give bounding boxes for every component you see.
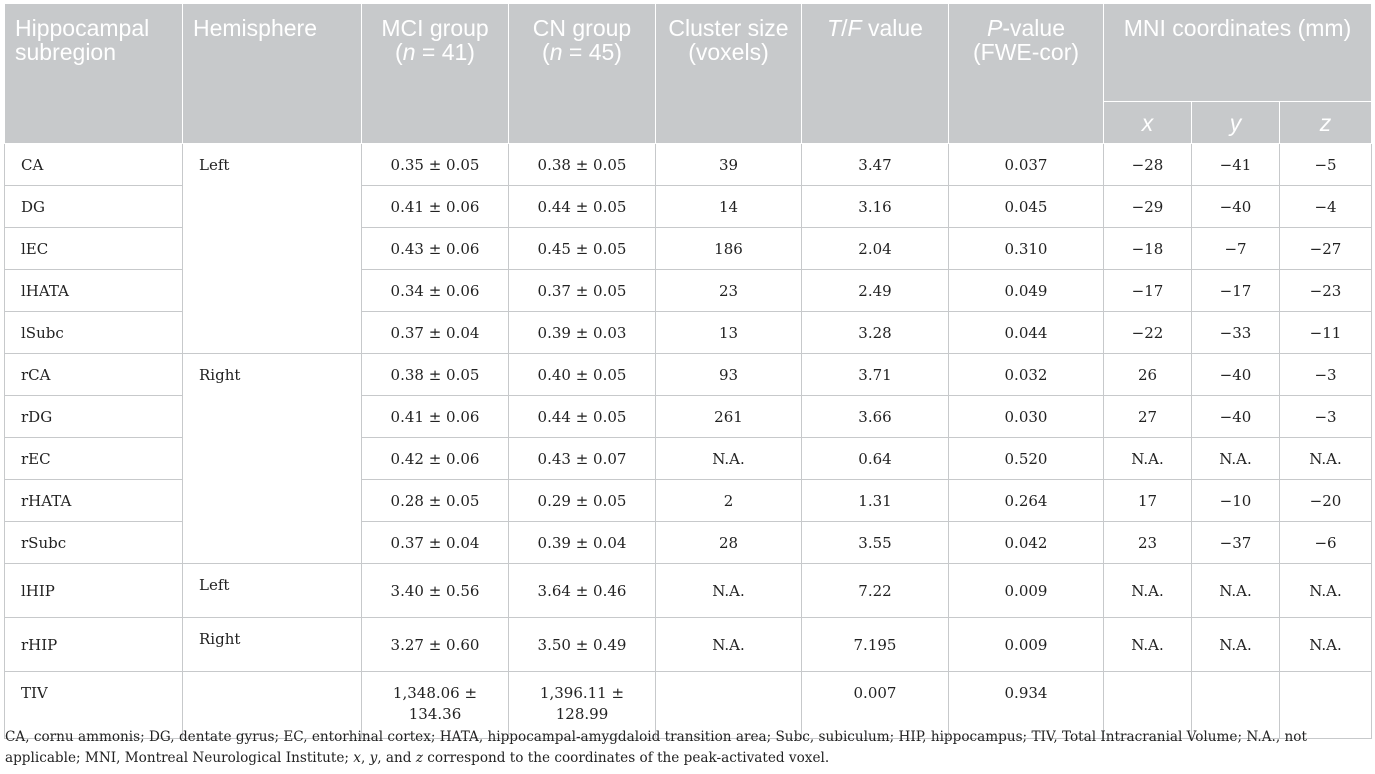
cell-p-value: 0.009 xyxy=(949,564,1104,618)
cell-tf-value: 7.22 xyxy=(802,564,949,618)
cell-cluster-size: N.A. xyxy=(656,564,802,618)
cell-p-value: 0.009 xyxy=(949,618,1104,672)
cell-coord-x: 17 xyxy=(1104,480,1192,522)
cell-cluster-size: N.A. xyxy=(656,618,802,672)
cell-coord-x: −18 xyxy=(1104,228,1192,270)
cell-mci-value: 0.37 ± 0.04 xyxy=(362,312,509,354)
cell-cluster-size: 93 xyxy=(656,354,802,396)
cell-hemisphere: Right xyxy=(183,618,362,672)
cell-p-value: 0.037 xyxy=(949,144,1104,186)
cell-p-value: 0.045 xyxy=(949,186,1104,228)
header-p-value: P-value (FWE-cor) xyxy=(949,4,1104,144)
cell-coord-z: −6 xyxy=(1280,522,1372,564)
cell-subregion: lEC xyxy=(5,228,183,270)
cell-cluster-size: 23 xyxy=(656,270,802,312)
cell-tf-value: 7.195 xyxy=(802,618,949,672)
cell-cn-value: 0.43 ± 0.07 xyxy=(509,438,656,480)
cell-tf-value: 3.28 xyxy=(802,312,949,354)
cell-cn-value: 0.45 ± 0.05 xyxy=(509,228,656,270)
cell-p-value: 0.032 xyxy=(949,354,1104,396)
cell-coord-z: −3 xyxy=(1280,396,1372,438)
cell-subregion: DG xyxy=(5,186,183,228)
cell-mci-value: 3.40 ± 0.56 xyxy=(362,564,509,618)
cell-cn-value: 0.29 ± 0.05 xyxy=(509,480,656,522)
cell-subregion: rCA xyxy=(5,354,183,396)
cell-tf-value: 3.71 xyxy=(802,354,949,396)
cell-subregion: lHIP xyxy=(5,564,183,618)
table-row xyxy=(5,564,1372,618)
cell-tf-value: 1.31 xyxy=(802,480,949,522)
cell-cluster-size: 186 xyxy=(656,228,802,270)
cell-mci-value: 0.35 ± 0.05 xyxy=(362,144,509,186)
cell-coord-y: −41 xyxy=(1192,144,1280,186)
cell-coord-x: −22 xyxy=(1104,312,1192,354)
cell-mci-value: 0.41 ± 0.06 xyxy=(362,396,509,438)
cell-subregion: lHATA xyxy=(5,270,183,312)
cell-p-value: 0.030 xyxy=(949,396,1104,438)
cell-cn-value: 0.44 ± 0.05 xyxy=(509,186,656,228)
cell-cluster-size: 28 xyxy=(656,522,802,564)
cell-coord-z: N.A. xyxy=(1280,438,1372,480)
cell-cluster-size: 261 xyxy=(656,396,802,438)
cell-coord-x: −29 xyxy=(1104,186,1192,228)
header-subregion: Hippocampal subregion xyxy=(5,4,183,144)
cell-coord-z: −11 xyxy=(1280,312,1372,354)
cell-cn-value: 0.37 ± 0.05 xyxy=(509,270,656,312)
cell-coord-x: N.A. xyxy=(1104,564,1192,618)
cell-subregion: rHIP xyxy=(5,618,183,672)
cell-subregion: rHATA xyxy=(5,480,183,522)
cell-coord-z: −5 xyxy=(1280,144,1372,186)
cell-cn-value: 3.64 ± 0.46 xyxy=(509,564,656,618)
cell-mci-value: 0.28 ± 0.05 xyxy=(362,480,509,522)
cell-cluster-size: 14 xyxy=(656,186,802,228)
header-x: x xyxy=(1104,102,1192,144)
cell-tf-value: 2.49 xyxy=(802,270,949,312)
cell-coord-y: N.A. xyxy=(1192,618,1280,672)
cell-coord-y: −17 xyxy=(1192,270,1280,312)
cell-mci-value: 0.37 ± 0.04 xyxy=(362,522,509,564)
cell-coord-x: 27 xyxy=(1104,396,1192,438)
cell-subregion: lSubc xyxy=(5,312,183,354)
cell-coord-z: −20 xyxy=(1280,480,1372,522)
cell-coord-y: −37 xyxy=(1192,522,1280,564)
header-cn-group: CN group (n = 45) xyxy=(509,4,656,144)
cell-tf-value: 3.66 xyxy=(802,396,949,438)
cell-cn-value: 0.40 ± 0.05 xyxy=(509,354,656,396)
cell-coord-z: −3 xyxy=(1280,354,1372,396)
cell-coord-y: N.A. xyxy=(1192,438,1280,480)
cell-p-value: 0.042 xyxy=(949,522,1104,564)
cell-coord-z: N.A. xyxy=(1280,564,1372,618)
cell-coord-y: N.A. xyxy=(1192,564,1280,618)
cell-p-value: 0.049 xyxy=(949,270,1104,312)
results-table xyxy=(4,3,1372,739)
cell-mci-value: 0.42 ± 0.06 xyxy=(362,438,509,480)
cell-coord-x: N.A. xyxy=(1104,618,1192,672)
header-z: z xyxy=(1280,102,1372,144)
cell-p-value: 0.934 xyxy=(949,672,1104,739)
header-tf-value: T/F value xyxy=(802,4,949,144)
cell-coord-z: −27 xyxy=(1280,228,1372,270)
header-mni-coordinates: MNI coordinates (mm) xyxy=(1104,4,1372,102)
cell-coord-y: −7 xyxy=(1192,228,1280,270)
cell-cluster-size: 2 xyxy=(656,480,802,522)
cell-coord-x: N.A. xyxy=(1104,438,1192,480)
header-mci-group: MCI group (n = 41) xyxy=(362,4,509,144)
cell-mci-value: 0.43 ± 0.06 xyxy=(362,228,509,270)
cell-coord-y: −40 xyxy=(1192,396,1280,438)
table-row xyxy=(5,144,1372,186)
header-hemisphere: Hemisphere xyxy=(183,4,362,144)
cell-tf-value: 3.16 xyxy=(802,186,949,228)
header-cluster-size: Cluster size (voxels) xyxy=(656,4,802,144)
cell-tf-value: 0.64 xyxy=(802,438,949,480)
cell-coord-y: −40 xyxy=(1192,186,1280,228)
cell-mci-value: 0.38 ± 0.05 xyxy=(362,354,509,396)
cell-cn-value: 1,396.11 ± 128.99 xyxy=(509,672,656,739)
cell-coord-z: −23 xyxy=(1280,270,1372,312)
cell-tf-value: 3.55 xyxy=(802,522,949,564)
cell-coord-x: 23 xyxy=(1104,522,1192,564)
cell-hemisphere: Right xyxy=(183,354,362,564)
header-y: y xyxy=(1192,102,1280,144)
cell-p-value: 0.044 xyxy=(949,312,1104,354)
table-row xyxy=(5,618,1372,672)
cell-subregion: rEC xyxy=(5,438,183,480)
cell-coord-z: −4 xyxy=(1280,186,1372,228)
cell-tf-value: 2.04 xyxy=(802,228,949,270)
cell-mci-value: 0.41 ± 0.06 xyxy=(362,186,509,228)
cell-p-value: 0.264 xyxy=(949,480,1104,522)
cell-subregion: rSubc xyxy=(5,522,183,564)
cell-subregion: rDG xyxy=(5,396,183,438)
cell-subregion: CA xyxy=(5,144,183,186)
cell-mci-value: 1,348.06 ± 134.36 xyxy=(362,672,509,739)
cell-mci-value: 3.27 ± 0.60 xyxy=(362,618,509,672)
cell-tf-value: 0.007 xyxy=(802,672,949,739)
table-row xyxy=(5,354,1372,396)
cell-coord-x: −28 xyxy=(1104,144,1192,186)
cell-coord-y: −33 xyxy=(1192,312,1280,354)
cell-cn-value: 0.44 ± 0.05 xyxy=(509,396,656,438)
cell-cluster-size: 39 xyxy=(656,144,802,186)
cell-cn-value: 3.50 ± 0.49 xyxy=(509,618,656,672)
cell-coord-y: −10 xyxy=(1192,480,1280,522)
table-body xyxy=(5,144,1372,739)
cell-p-value: 0.310 xyxy=(949,228,1104,270)
cell-hemisphere: Left xyxy=(183,564,362,618)
cell-tf-value: 3.47 xyxy=(802,144,949,186)
cell-coord-x: 26 xyxy=(1104,354,1192,396)
cell-mci-value: 0.34 ± 0.06 xyxy=(362,270,509,312)
cell-p-value: 0.520 xyxy=(949,438,1104,480)
cell-coord-x: −17 xyxy=(1104,270,1192,312)
cell-cluster-size: N.A. xyxy=(656,438,802,480)
table-footnote: CA, cornu ammonis; DG, dentate gyrus; EC, entorhinal cortex; HATA, hippocampal-amygdaloid transition area; Subc, subiculum; HIP, hippocampus; TIV, Total Intracranial Volume; N.A., not applicable; MNI, Montreal Neurological Institute; x, y, and z correspond to the coordinates of the peak-activated voxel. xyxy=(5,729,1307,766)
cell-subregion: TIV xyxy=(5,672,183,739)
cell-cn-value: 0.39 ± 0.04 xyxy=(509,522,656,564)
cell-coord-y: −40 xyxy=(1192,354,1280,396)
cell-cluster-size: 13 xyxy=(656,312,802,354)
cell-hemisphere: Left xyxy=(183,144,362,354)
cell-cn-value: 0.38 ± 0.05 xyxy=(509,144,656,186)
cell-cn-value: 0.39 ± 0.03 xyxy=(509,312,656,354)
cell-coord-z: N.A. xyxy=(1280,618,1372,672)
